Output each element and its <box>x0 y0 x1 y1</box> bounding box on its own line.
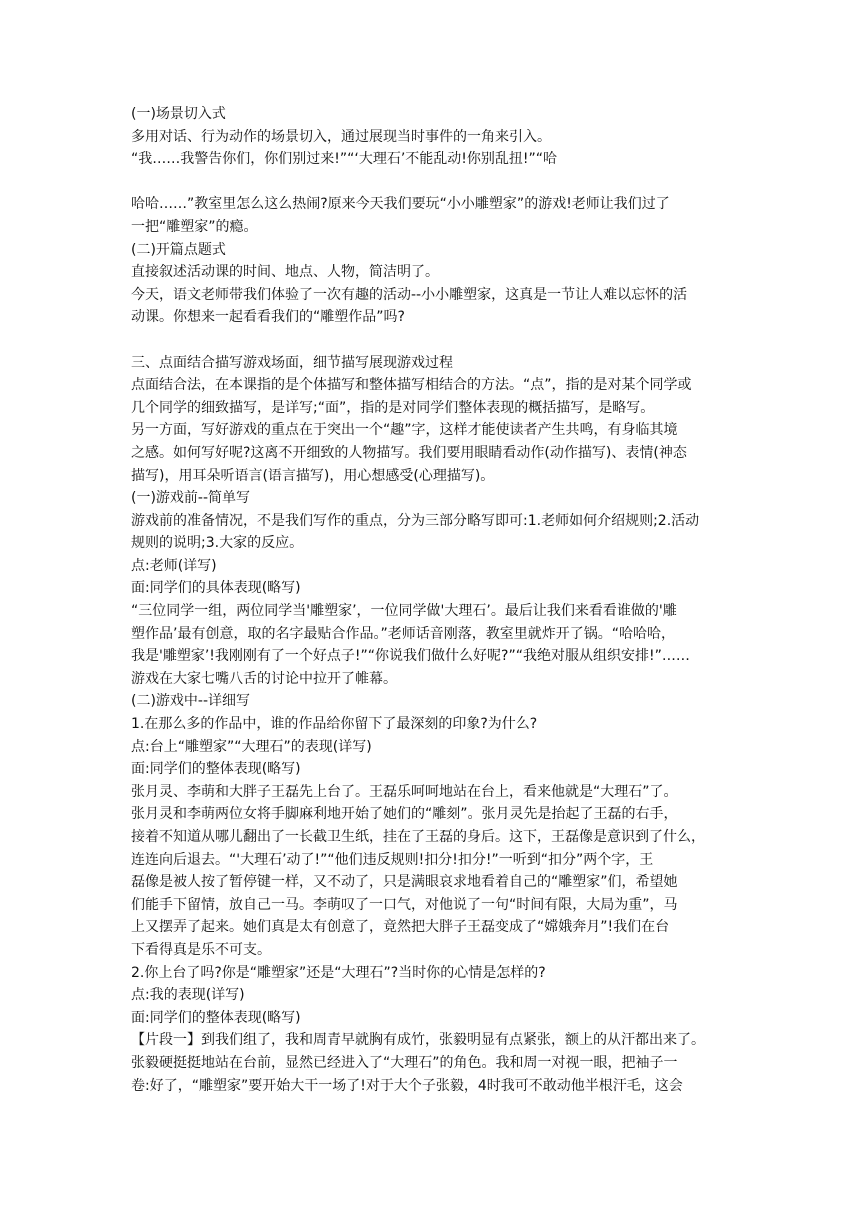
text-line: 哈哈……”教室里怎么这么热闹?原来今天我们要玩“小小雕塑家”的游戏!老师让我们过了 <box>131 196 670 213</box>
text-line: 塑作品’最有创意，取的名字最贴合作品。”老师话音刚落，教室里就炸开了锅。“哈哈哈， <box>131 625 675 642</box>
text-line: 点:老师(详写) <box>131 557 217 574</box>
text-line: 游戏前的准备情况，不是我们写作的重点，分为三部分略写即可:1.老师如何介绍规则;2.活动 <box>131 512 700 529</box>
text-line: 今天，语文老师带我们体验了一次有趣的活动--小小雕塑家，这真是一节让人难以忘怀的活 <box>131 286 688 303</box>
text-line: 点:台上“雕塑家”“大理石”的表现(详写) <box>131 738 372 755</box>
text-line: 张月灵、李萌和大胖子王磊先上台了。王磊乐呵呵地站在台上，看来他就是“大理石”了。 <box>131 783 678 800</box>
text-line: 张毅硬挺挺地站在台前，显然已经进入了“大理石”的角色。我和周一对视一眼，把袖子一 <box>131 1054 678 1071</box>
text-line: 面:同学们的具体表现(略写) <box>131 580 301 597</box>
text-line: 上又摆弄了起来。她们真是太有创意了，竟然把大胖子王磊变成了“嫦娥奔月”!我们在台 <box>131 919 670 936</box>
text-line: 一把“雕塑家”的瘾。 <box>131 218 258 235</box>
blank-line <box>131 171 731 194</box>
text-line: 另一方面，写好游戏的重点在于突出一个“趣”字，这样才能使读者产生共鸣，有身临其境 <box>131 422 678 439</box>
document-body <box>131 103 731 1097</box>
text-line: 点面结合法，在本课指的是个体描写和整体描写相结合的方法。“点”，指的是对某个同学或 <box>131 377 692 394</box>
heading-scene-entry: (一)场景切入式 <box>131 106 226 122</box>
section-heading: 三、点面结合描写游戏场面，细节描写展现游戏过程 <box>131 354 453 371</box>
text-line: 卷:好了，“雕塑家”要开始大干一场了!对于大个子张毅，4时我可不敢动他半根汗毛，这会 <box>131 1077 683 1094</box>
text-line: 面:同学们的整体表现(略写) <box>131 761 301 778</box>
text-line: “我……我警告你们，你们别过来!”“‘大理石’不能乱动!你别乱扭!”“哈 <box>131 151 558 168</box>
text-line: 描写)，用耳朵听语言(语言描写)，用心想感受(心理描写)。 <box>131 467 495 484</box>
text-line: 多用对话、行为动作的场景切入，通过展现当时事件的一角来引入。 <box>131 128 551 145</box>
text-line: 直接叙述活动课的时间、地点、人物，简洁明了。 <box>131 264 439 281</box>
text-line: 1.在那么多的作品中，谁的作品给你留下了最深刻的印象?为什么? <box>131 716 538 733</box>
text-line: 动课。你想来一起看看我们的“雕塑作品”吗? <box>131 309 405 326</box>
text-line: “三位同学一组，两位同学当'雕塑家’，一位同学做'大理石’。最后让我们来看看谁做的'雕 <box>131 603 677 620</box>
text-line: 接着不知道从哪儿翻出了一长截卫生纸，挂在了王磊的身后。这下，王磊像是意识到了什么， <box>131 829 705 845</box>
text-line: 点:我的表现(详写) <box>131 987 245 1004</box>
text-line: 几个同学的细致描写，是详写;“面”，指的是对同学们整体表现的概括描写，是略写。 <box>131 399 655 416</box>
heading-during-game: (二)游戏中--详细写 <box>131 693 251 710</box>
heading-before-game: (一)游戏前--简单写 <box>131 490 251 507</box>
text-line: 张月灵和李萌两位女将手脚麻利地开始了她们的“雕刻”。张月灵先是抬起了王磊的右手， <box>131 806 678 823</box>
text-line: 面:同学们的整体表现(略写) <box>131 1009 301 1026</box>
text-line: 2.你上台了吗?你是“雕塑家”还是“大理石”?当时你的心情是怎样的? <box>131 964 546 981</box>
text-line: 我是'雕塑家’!我刚刚有了一个好点子!”“你说我们做什么好呢?”“我绝对服从组织安排!”…… <box>131 648 690 665</box>
text-line: 连连向后退去。“'大理石’动了!”“他们违反规则!扣分!扣分!”一听到“扣分”两个字，王 <box>131 851 654 868</box>
text-line: 规则的说明;3.大家的反应。 <box>131 535 304 552</box>
text-line: 【片段一】到我们组了，我和周青早就胸有成竹，张毅明显有点紧张，额上的从汗都出来了。 <box>131 1032 705 1049</box>
text-line: 磊像是被人按了暂停键一样，又不动了，只是满眼哀求地看着自己的“雕塑家”们，希望她 <box>131 874 678 891</box>
blank-line <box>131 329 731 352</box>
text-line: 游戏在大家七嘴八舌的讨论中拉开了帷幕。 <box>131 670 397 687</box>
text-line: 之感。如何写好呢?这离不开细致的人物描写。我们要用眼睛看动作(动作描写)、表情(神态 <box>131 444 687 461</box>
text-line: 们能手下留情，放自己一马。李萌叹了一口气，对他说了一句“时间有限，大局为重”，马 <box>131 896 678 913</box>
heading-open-topic: (二)开篇点题式 <box>131 241 226 258</box>
text-line: 下看得真是乐不可支。 <box>131 941 271 958</box>
